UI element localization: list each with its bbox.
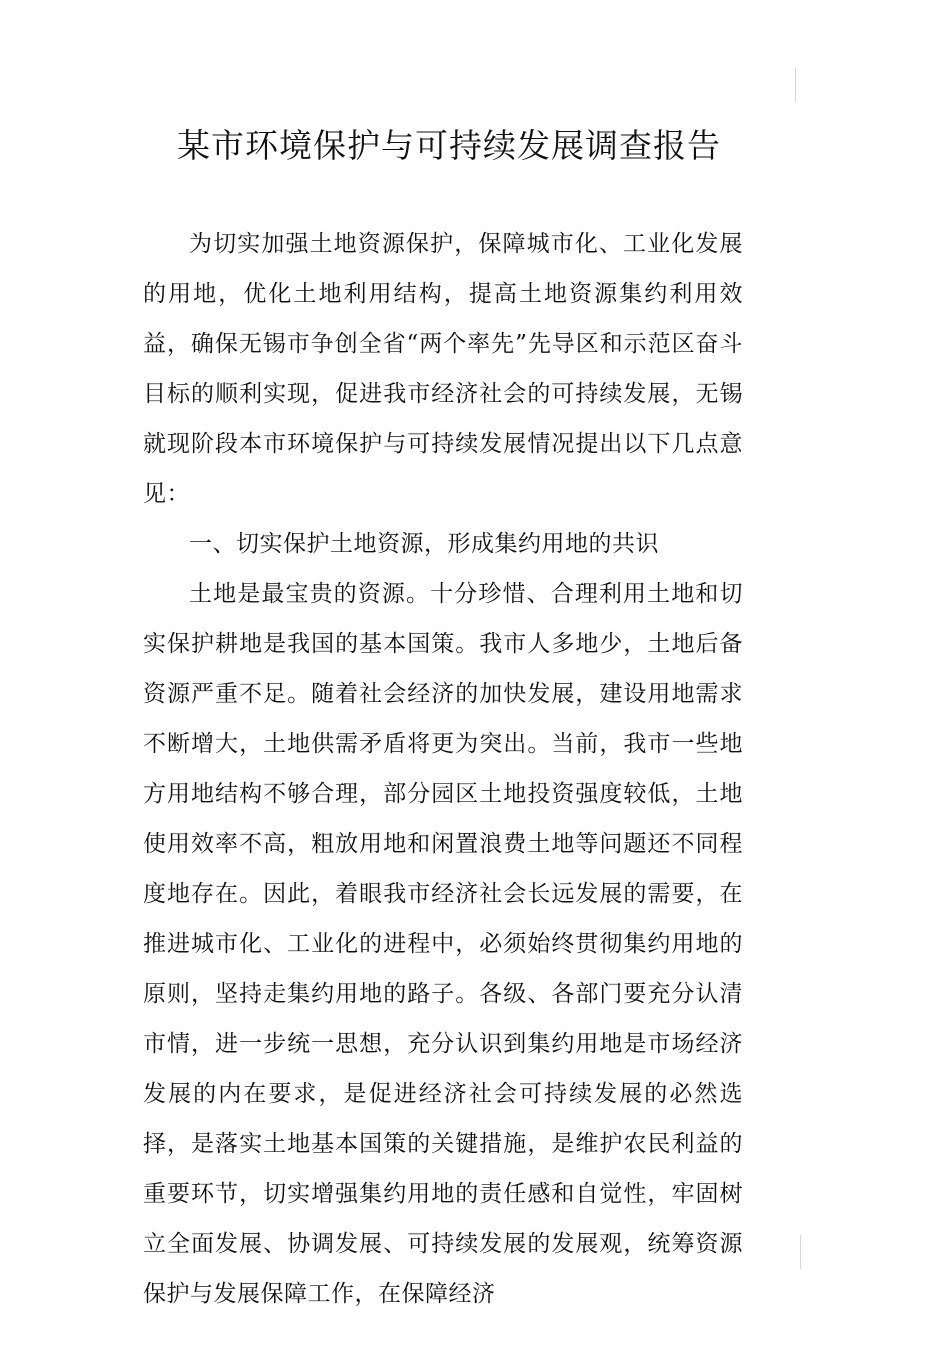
- section-heading-1: 一、切实保护土地资源，形成集约用地的共识: [189, 531, 659, 557]
- page-corner-mark: [795, 68, 796, 102]
- paragraph-intro: 为切实加强土地资源保护，保障城市化、工业化发展的用地，优化土地利用结构，提高土地资源集约利用效益，确保无锡市争创全省“两个率先”先导区和示范区奋斗目标的顺利实现，促进我市经济社会的可持续发展，无锡就现阶段本市环境保护与可持续发展情况提出以下几点意见：: [143, 231, 743, 507]
- document-body: [143, 219, 743, 1319]
- paragraph-land-resources: 土地是最宝贵的资源。十分珍惜、合理利用土地和切实保护耕地是我国的基本国策。我市人多地少，土地后备资源严重不足。随着社会经济的加快发展，建设用地需求不断增大，土地供需矛盾将更为突出。当前，我市一些地方用地结构不够合理，部分园区土地投资强度较低，土地使用效率不高，粗放用地和闲置浪费土地等问题还不同程度地存在。因此，着眼我市经济社会长远发展的需要，在推进城市化、工业化的进程中，必须始终贯彻集约用地的原则，坚持走集约用地的路子。各级、各部门要充分认清市情，进一步统一思想，充分认识到集约用地是市场经济发展的内在要求，是促进经济社会可持续发展的必然选择，是落实土地基本国策的关键措施，是维护农民利益的重要环节，切实增强集约用地的责任感和自觉性，牢固树立全面发展、协调发展、可持续发展的发展观，统筹资源保护与发展保障工作，在保障经济: [143, 581, 743, 1307]
- page-corner-mark: [800, 1235, 801, 1269]
- document-title: 某市环境保护与可持续发展调查报告: [177, 126, 721, 165]
